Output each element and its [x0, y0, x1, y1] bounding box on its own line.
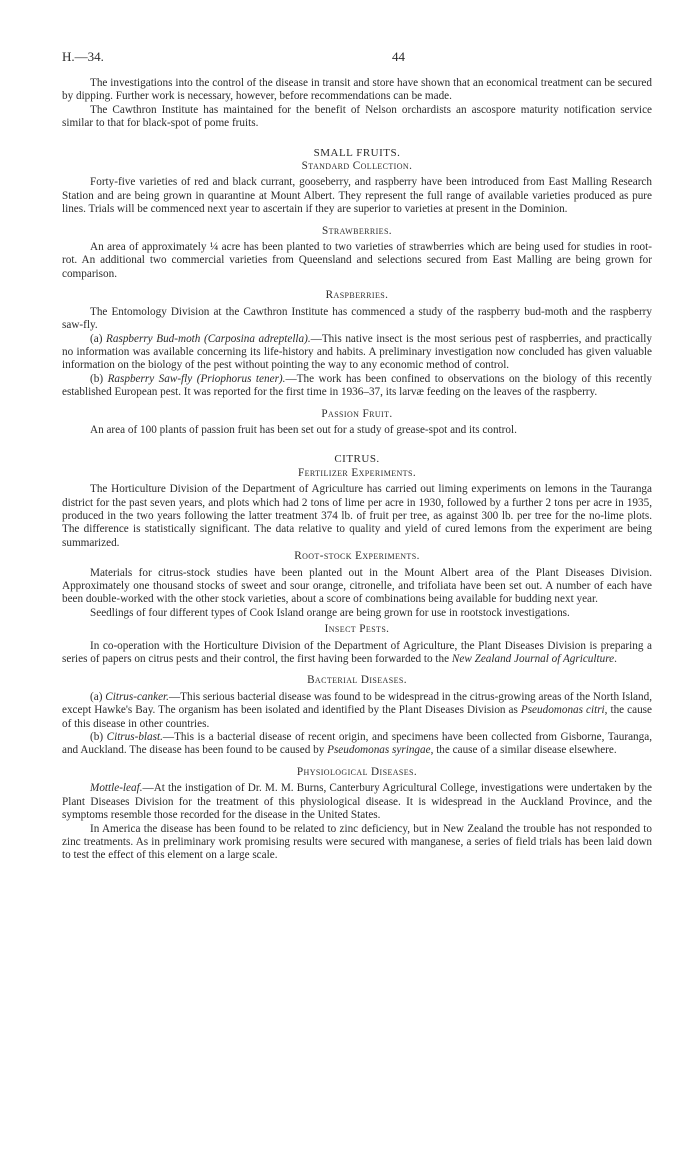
organism-name: Pseudomonas citri [520, 704, 605, 717]
item-text: —This serious bacterial disease was found to be widespread in the citrus-growing areas of the North Island, except Hawke's Bay. The organism has been isolated and identified by the Plant Diseases Division as [62, 690, 653, 717]
raspberry-bud-moth-paragraph [62, 333, 652, 373]
insect-pests-paragraph [62, 640, 652, 667]
item-text-end: , the cause of this disease in other countries. [62, 704, 653, 730]
subheading-root-stock-experiments: Root-stock Experiments. [294, 550, 420, 563]
fertilizer-paragraph: The Horticulture Division of the Department of Agriculture has carried out liming experiments on lemons in the Tauranga district for the past seven years, and plots which had 2 tons of lime per acre in 1930, followed by a further 2 tons per acre in 1935, produced in the two years following the latter treatment 374 lb. of fruit per tree, as against 300 lb. per tree for the no-lime plots. The difference is statistically significant. The data relative to quality and yield of cured lemons from the experiment are being summarized. [62, 483, 652, 549]
subheading-standard-collection: Standard Collection. [301, 160, 413, 173]
item-text: —At the instigation of Dr. M. M. Burns, Canterbury Agricultural College, investigations were undertaken by the Plant Diseases Division for the treatment of this physiological disease. It is widespread in the Auckland Province, and the symptoms resemble those recorded for the disease in the United States. [62, 782, 652, 822]
journal-title: New Zealand Journal of Agriculture [451, 653, 615, 666]
passion-fruit-paragraph: An area of 100 plants of passion fruit has been set out for a study of grease-spot and its control. [90, 423, 517, 436]
item-text-end: , the cause of a similar disease elsewhere. [430, 744, 617, 757]
citrus-blast-paragraph [62, 731, 652, 758]
intro-paragraph-1: The investigations into the control of the disease in transit and store have shown that an economical treatment can be secured by dipping. Further work is necessary, however, before recommendations can be made. [62, 77, 652, 103]
subheading-fertilizer-experiments: Fertilizer Experiments. [297, 466, 417, 479]
item-title: Mottle-leaf. [90, 782, 143, 795]
item-label: (b) [90, 372, 104, 385]
item-label: (b) [90, 731, 104, 744]
standard-collection-paragraph: Forty-five varieties of red and black currant, gooseberry, and raspberry have been introduced from East Malling Research Station and are being grown in quarantine at Mount Albert. They represent the full range of available varieties produced as pure lines. Trials will be commenced next year to ascertain if they are superior to varieties at present in the Dominion. [62, 176, 652, 216]
item-title: Raspberry Saw-fly (Priophorus tener). [107, 372, 286, 385]
subheading-bacterial-diseases: Bacterial Diseases. [307, 674, 407, 687]
mottle-leaf-paragraph [62, 782, 652, 822]
subheading-raspberries: Raspberries. [325, 289, 389, 302]
subheading-physiological-diseases: Physiological Diseases. [296, 765, 418, 778]
document-body [62, 77, 652, 863]
item-label: (a) [90, 332, 103, 345]
zinc-deficiency-paragraph: In America the disease has been found to be related to zinc deficiency, but in New Zealand the trouble has not responded to zinc treatments. As in preliminary work promising results were secured with manganese, a series of field trials has been laid down to test the effect of this element on a large scale. [62, 822, 652, 862]
citrus-canker-paragraph [62, 691, 652, 731]
section-heading-small-fruits: SMALL FRUITS. [313, 146, 401, 159]
insect-text: In co-operation with the Horticulture Division of the Department of Agriculture, the Plant Diseases Division is preparing a series of papers on citrus pests and their control, the first having been forwarded to the [62, 639, 652, 666]
section-heading-citrus: CITRUS. [334, 453, 380, 466]
item-title: Citrus-blast. [106, 731, 163, 744]
subheading-strawberries: Strawberries. [321, 224, 393, 237]
running-header [62, 50, 642, 66]
item-text: —This is a bacterial disease of recent origin, and specimens have been collected from Gisborne, Tauranga, and Auckland. The disease has been found to be caused by [62, 731, 652, 757]
page-number: 44 [392, 49, 405, 64]
item-text: —The work has been confined to observations on the biology of this recently established European pest. It was reported for the first time in 1936–37, its larvæ feeding on the leaves of the raspberry. [62, 372, 653, 399]
subheading-insect-pests: Insect Pests. [324, 623, 390, 636]
root-stock-paragraph-1: Materials for citrus-stock studies have been planted out in the Mount Albert area of the Plant Diseases Division. Approximately one thousand stocks of sweet and sour orange, citronelle, and trifoliata have been set out. A number of each have been double-worked with the other stock varieties, about a score of combinations being available for budding next year. [62, 566, 652, 606]
item-title: Raspberry Bud-moth (Carposina adreptella). [106, 332, 311, 345]
intro-paragraph-2: The Cawthron Institute has maintained for the benefit of Nelson orchardists an ascospore maturity notification service similar to that for black-spot of pome fruits. [62, 103, 652, 130]
root-stock-paragraph-2: Seedlings of four different types of Cook Island orange are being grown for use in rootstock investigations. [90, 606, 570, 619]
subheading-passion-fruit: Passion Fruit. [321, 407, 393, 420]
raspberries-paragraph: The Entomology Division at the Cawthron Institute has commenced a study of the raspberry bud-moth and the raspberry saw-fly. [62, 305, 652, 332]
report-reference: H.—34. [62, 49, 104, 64]
item-text: —This native insect is the most serious pest of raspberries, and practically no information was available concerning its life-history and habits. A preliminary investigation now concluded has given valuable information on the biology of the pest without pointing the way to any economic method of control. [62, 332, 653, 372]
insect-text-end: . [614, 653, 617, 666]
raspberry-saw-fly-paragraph [62, 373, 652, 400]
item-title: Citrus-canker. [105, 690, 169, 703]
organism-name: Pseudomonas syringae [327, 744, 431, 757]
strawberries-paragraph: An area of approximately ¼ acre has been planted to two varieties of strawberries which are being used for studies in root-rot. An additional two commercial varieties from Queensland and selections secured from East Malling are being grown for comparison. [62, 241, 652, 280]
item-label: (a) [90, 690, 103, 703]
